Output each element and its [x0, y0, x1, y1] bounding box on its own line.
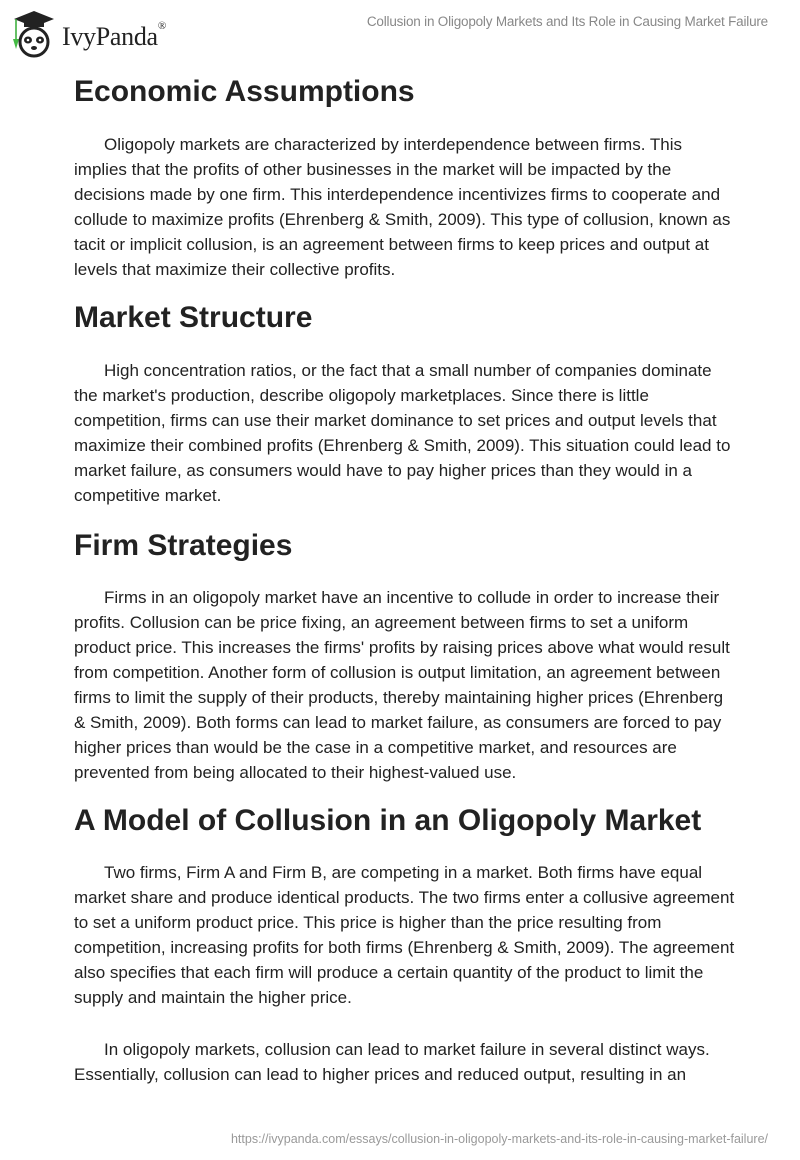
paragraph: [74, 860, 754, 1010]
paragraph-line: market failure, as consumers would have to pay higher prices than they would in a: [74, 461, 692, 480]
paragraph-line: collude to maximize profits (Ehrenberg & Smith, 2009). This type of collusion, known as: [74, 210, 731, 229]
paragraph-line: the market's production, describe oligopoly marketplaces. Since there is little: [74, 386, 649, 405]
paragraph-line: & Smith, 2009). Both forms can lead to market failure, as consumers are forced to pay: [74, 713, 722, 732]
document-title: Collusion in Oligopoly Markets and Its Role in Causing Market Failure: [366, 14, 768, 29]
ivypanda-logo[interactable]: [12, 9, 166, 59]
paragraph-line: market share and produce identical products. The two firms enter a collusive agreement: [74, 888, 735, 907]
paragraph-line: higher prices than would be the case in a competitive market, and resources are: [74, 738, 677, 757]
paragraph-line: In oligopoly markets, collusion can lead to market failure in several distinct ways.: [104, 1040, 710, 1059]
paragraph-line: implies that the profits of other businesses in the market will be impacted by the: [74, 160, 672, 179]
panda-graduate-icon: [12, 9, 56, 59]
heading-market-structure: Market Structure: [74, 301, 313, 334]
registered-mark: ®: [157, 20, 166, 32]
logo-text: IvyPanda: [62, 22, 158, 51]
paragraph-line: profits. Collusion can be price fixing, an agreement between firms to set a uniform: [74, 613, 689, 632]
paragraph: [74, 358, 754, 508]
paragraph: [74, 132, 754, 282]
paragraph-line: from competition. Another form of collusion is output limitation, an agreement between: [74, 663, 721, 682]
paragraph-line: firms to limit the supply of their products, thereby maintaining higher prices (Ehrenberg: [74, 688, 724, 707]
paragraph-line: product price. This increases the firms' profits by raising prices above what would result: [74, 638, 730, 657]
heading-firm-strategies: Firm Strategies: [74, 529, 293, 562]
paragraph: [74, 585, 754, 785]
source-url[interactable]: https://ivypanda.com/essays/collusion-in-oligopoly-markets-and-its-role-in-causing-market-failure/: [230, 1132, 768, 1146]
paragraph-line: to set a uniform product price. This price is higher than the price resulting from: [74, 913, 662, 932]
paragraph-line: also specifies that each firm will produce a certain quantity of the product to limit the: [74, 963, 704, 982]
paragraph-line: supply and maintain the higher price.: [74, 988, 352, 1007]
heading-model-of-collusion: A Model of Collusion in an Oligopoly Market: [74, 804, 702, 837]
paragraph-line: Essentially, collusion can lead to higher prices and reduced output, resulting in an: [74, 1065, 687, 1084]
paragraph-line: competition, firms can use their market dominance to set prices and output levels that: [74, 411, 717, 430]
heading-economic-assumptions: Economic Assumptions: [74, 75, 415, 108]
paragraph-line: High concentration ratios, or the fact that a small number of companies dominate: [104, 361, 712, 380]
paragraph-line: Firms in an oligopoly market have an incentive to collude in order to increase their: [104, 588, 720, 607]
paragraph-line: maximize their combined profits (Ehrenberg & Smith, 2009). This situation could lead to: [74, 436, 731, 455]
paragraph-line: competition, increasing profits for both firms (Ehrenberg & Smith, 2009). The agreement: [74, 938, 735, 957]
paragraph-line: Two firms, Firm A and Firm B, are competing in a market. Both firms have equal: [104, 863, 703, 882]
paragraph: [74, 1037, 754, 1087]
paragraph-line: competitive market.: [74, 486, 222, 505]
paragraph-line: prevented from being allocated to their highest-valued use.: [74, 763, 517, 782]
paragraph-line: decisions made by one firm. This interdependence incentivizes firms to cooperate and: [74, 185, 721, 204]
paragraph-line: levels that maximize their collective profits.: [74, 260, 396, 279]
paragraph-line: Oligopoly markets are characterized by interdependence between firms. This: [104, 135, 682, 154]
paragraph-line: tacit or implicit collusion, is an agreement between firms to keep prices and output at: [74, 235, 709, 254]
